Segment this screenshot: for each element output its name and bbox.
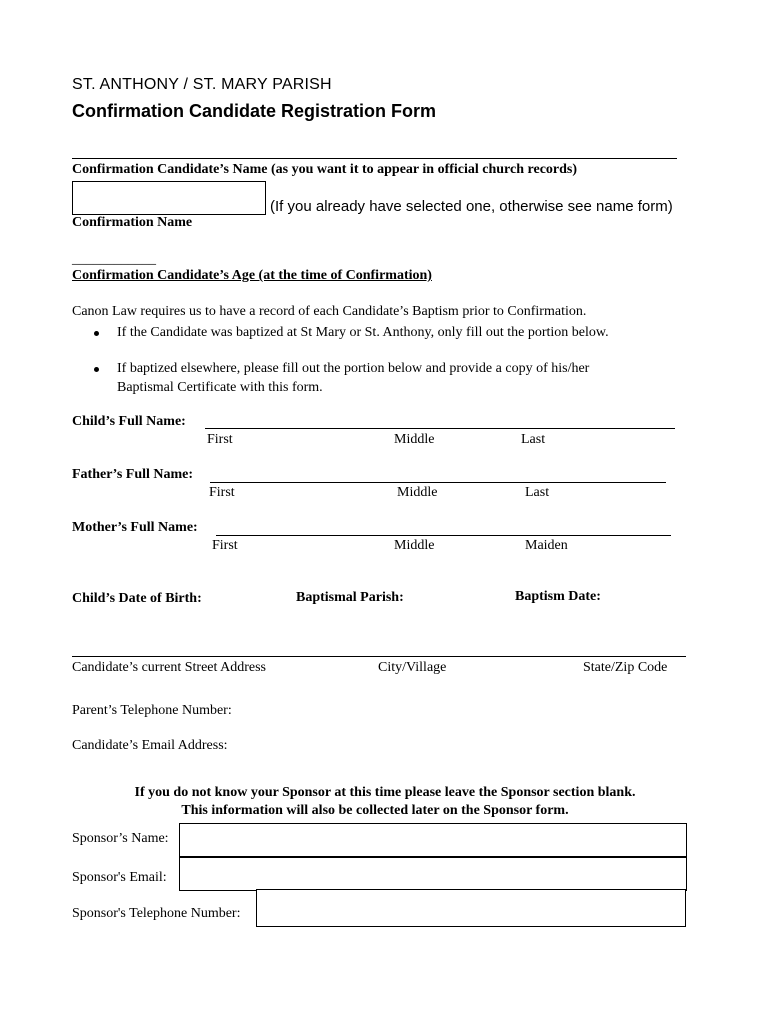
father-middle-caption: Middle — [397, 485, 438, 500]
parent-phone-label: Parent’s Telephone Number: — [72, 703, 232, 718]
father-name-label: Father’s Full Name: — [72, 467, 194, 482]
father-last-caption: Last — [525, 485, 550, 500]
address-input[interactable] — [72, 656, 686, 657]
parish-name: ST. ANTHONY / ST. MARY PARISH — [72, 76, 332, 93]
city-caption: City/Village — [378, 660, 447, 675]
confirmation-name-label: Confirmation Name — [72, 215, 193, 230]
state-zip-caption: State/Zip Code — [583, 660, 668, 675]
sponsor-name-input[interactable] — [179, 823, 687, 857]
mother-maiden-caption: Maiden — [525, 538, 568, 553]
child-first-caption: First — [207, 432, 233, 447]
mother-first-caption: First — [212, 538, 238, 553]
bullet-icon — [94, 331, 99, 336]
candidate-name-label: Confirmation Candidate’s Name (as you want it to appear in official church records) — [72, 162, 578, 177]
candidate-name-line — [72, 158, 677, 159]
bullet-icon — [94, 367, 99, 372]
mother-name-input[interactable] — [216, 535, 671, 536]
bullet-item-2-cont: Baptismal Certificate with this form. — [117, 380, 323, 395]
father-name-input[interactable] — [210, 482, 666, 483]
candidate-email-label: Candidate’s Email Address: — [72, 738, 228, 753]
father-first-caption: First — [209, 485, 235, 500]
sponsor-name-label: Sponsor’s Name: — [72, 831, 169, 846]
confirmation-name-note: (If you already have selected one, otherwise see name form) — [270, 198, 673, 215]
sponsor-phone-label: Sponsor's Telephone Number: — [72, 906, 241, 921]
bullet-item-1: If the Candidate was baptized at St Mary or St. Anthony, only fill out the portion below. — [117, 325, 609, 340]
child-name-label: Child’s Full Name: — [72, 414, 186, 429]
sponsor-phone-input[interactable] — [256, 889, 686, 927]
sponsor-email-input[interactable] — [179, 857, 687, 891]
child-middle-caption: Middle — [394, 432, 435, 447]
confirmation-name-input[interactable] — [72, 181, 266, 215]
age-blank: ____________ — [72, 252, 156, 267]
sponsor-email-label: Sponsor's Email: — [72, 870, 167, 885]
canon-law-text: Canon Law requires us to have a record of each Candidate’s Baptism prior to Confirmation. — [72, 304, 587, 319]
form-title: Confirmation Candidate Registration Form — [72, 101, 437, 121]
sponsor-note-2: This information will also be collected later on the Sponsor form. — [181, 803, 569, 818]
sponsor-note-1: If you do not know your Sponsor at this time please leave the Sponsor section blank. — [134, 785, 636, 800]
mother-middle-caption: Middle — [394, 538, 435, 553]
baptismal-parish-label: Baptismal Parish: — [296, 590, 404, 605]
street-address-caption: Candidate’s current Street Address — [72, 660, 267, 675]
mother-name-label: Mother’s Full Name: — [72, 520, 198, 535]
age-label: Confirmation Candidate’s Age (at the time of Confirmation) — [72, 268, 432, 283]
baptism-date-label: Baptism Date: — [515, 589, 601, 604]
child-name-input[interactable] — [205, 428, 675, 429]
child-last-caption: Last — [521, 432, 546, 447]
dob-label: Child’s Date of Birth: — [72, 591, 202, 606]
bullet-item-2: If baptized elsewhere, please fill out the portion below and provide a copy of his/her — [117, 361, 590, 376]
